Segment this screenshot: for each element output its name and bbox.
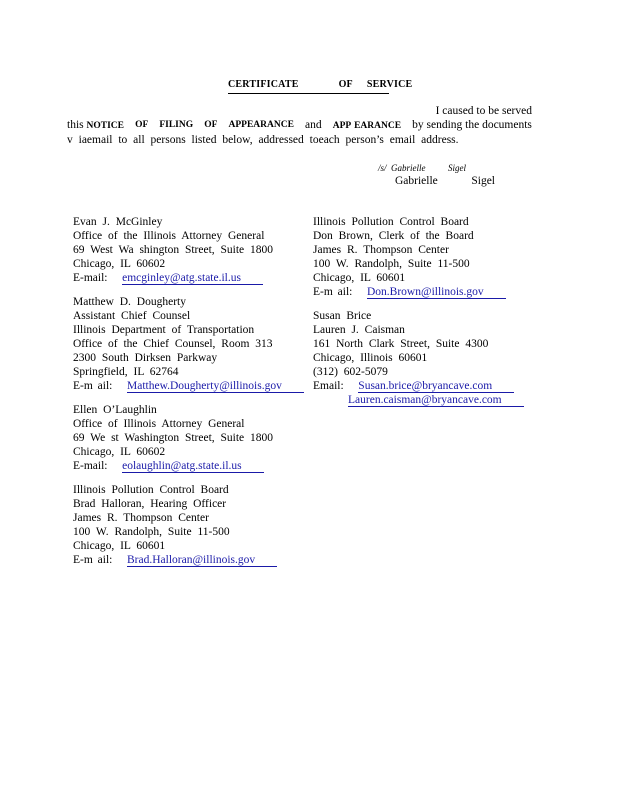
statement-of-2: OF bbox=[204, 120, 218, 130]
statement-and: and bbox=[305, 119, 322, 131]
email-link[interactable]: Matthew.Dougherty@illinois.gov bbox=[127, 380, 304, 393]
address-line: (312) 602-5079 bbox=[313, 366, 388, 378]
address-line: Chicago, Illinois 60601 bbox=[313, 352, 428, 364]
email-label: E-mail: bbox=[73, 272, 108, 284]
title-word-service: SERVICE bbox=[366, 79, 413, 90]
statement-line-1: I caused to be served bbox=[435, 105, 532, 117]
statement-filing: FILING bbox=[159, 120, 194, 130]
address-line: 100 W. Randolph, Suite 11-500 bbox=[313, 258, 470, 270]
recipient-block bbox=[313, 309, 513, 407]
email-line-secondary bbox=[313, 393, 513, 407]
signatory-name bbox=[395, 174, 495, 188]
address-line: Brad Halloran, Hearing Officer bbox=[73, 498, 227, 510]
email-link[interactable]: Don.Brown@illinois.gov bbox=[367, 286, 506, 299]
email-link[interactable]: Brad.Halloran@illinois.gov bbox=[127, 554, 277, 567]
signatory-first: Gabrielle bbox=[395, 175, 438, 187]
address-line: 100 W. Randolph, Suite 11-500 bbox=[73, 526, 230, 538]
address-line: 2300 South Dirksen Parkway bbox=[73, 352, 218, 364]
email-link[interactable]: emcginley@atg.state.il.us bbox=[122, 272, 263, 285]
signatory-last: Sigel bbox=[471, 175, 495, 187]
email-link[interactable]: Susan.brice@bryancave.com bbox=[358, 380, 514, 393]
address-line: Assistant Chief Counsel bbox=[73, 310, 191, 322]
recipient-block bbox=[73, 215, 288, 285]
statement-line-2 bbox=[67, 118, 532, 133]
email-line bbox=[313, 379, 513, 393]
statement-earance: EARANCE bbox=[354, 121, 402, 131]
email-line bbox=[73, 459, 288, 473]
signature-slash: /s/ bbox=[378, 163, 387, 173]
address-line: Lauren J. Caisman bbox=[313, 324, 405, 336]
address-line: Springfield, IL 62764 bbox=[73, 366, 179, 378]
statement-app: APP bbox=[332, 121, 352, 131]
service-list-right bbox=[313, 215, 513, 417]
email-line bbox=[73, 553, 288, 567]
address-line: Office of the Chief Counsel, Room 313 bbox=[73, 338, 273, 350]
email-label: E-mail: bbox=[73, 460, 108, 472]
signature-script-first: Gabrielle bbox=[391, 163, 426, 173]
statement-notice: NOTICE bbox=[86, 121, 124, 131]
signature-script-last: Sigel bbox=[448, 163, 467, 173]
statement-appearance: APPEARANCE bbox=[228, 120, 294, 130]
email-line bbox=[73, 379, 288, 393]
statement-line-3: v iaemail to all persons listed below, addressed toeach person’s email address. bbox=[67, 134, 459, 146]
title-word-of: OF bbox=[338, 79, 353, 90]
service-list-left bbox=[73, 215, 288, 577]
recipient-block bbox=[313, 215, 513, 299]
address-line: Evan J. McGinley bbox=[73, 216, 163, 228]
address-line: 161 North Clark Street, Suite 4300 bbox=[313, 338, 489, 350]
address-line: Illinois Pollution Control Board bbox=[73, 484, 229, 496]
statement-lead: this bbox=[67, 119, 84, 131]
statement-tail: by sending the documents bbox=[412, 119, 532, 131]
recipient-block bbox=[73, 403, 288, 473]
email-link[interactable]: Lauren.caisman@bryancave.com bbox=[348, 394, 524, 407]
address-line: Office of Illinois Attorney General bbox=[73, 418, 245, 430]
address-line: Chicago, IL 60601 bbox=[313, 272, 406, 284]
title-word-certificate: CERTIFICATE bbox=[228, 79, 299, 90]
email-line bbox=[73, 271, 288, 285]
address-line: Illinois Department of Transportation bbox=[73, 324, 255, 336]
email-line bbox=[313, 285, 513, 299]
address-line: Susan Brice bbox=[313, 310, 372, 322]
address-line: Ellen O’Laughlin bbox=[73, 404, 157, 416]
address-line: Chicago, IL 60602 bbox=[73, 446, 166, 458]
address-line: 69 West Wa shington Street, Suite 1800 bbox=[73, 244, 274, 256]
address-line: Chicago, IL 60602 bbox=[73, 258, 166, 270]
service-statement bbox=[67, 104, 532, 147]
address-line: Don Brown, Clerk of the Board bbox=[313, 230, 474, 242]
recipient-block bbox=[73, 295, 288, 393]
signature-script bbox=[378, 161, 466, 175]
email-label: Email: bbox=[313, 380, 344, 392]
address-line: James R. Thompson Center bbox=[313, 244, 449, 256]
certificate-title bbox=[228, 78, 413, 94]
address-line: Chicago, IL 60601 bbox=[73, 540, 166, 552]
email-label: E-m ail: bbox=[313, 286, 353, 298]
address-line: James R. Thompson Center bbox=[73, 512, 209, 524]
address-line: Office of the Illinois Attorney General bbox=[73, 230, 265, 242]
email-label: E-m ail: bbox=[73, 380, 113, 392]
statement-of-1: OF bbox=[135, 120, 149, 130]
address-line: 69 We st Washington Street, Suite 1800 bbox=[73, 432, 274, 444]
email-label: E-m ail: bbox=[73, 554, 113, 566]
recipient-block bbox=[73, 483, 288, 567]
address-line: Illinois Pollution Control Board bbox=[313, 216, 469, 228]
address-line: Matthew D. Dougherty bbox=[73, 296, 186, 308]
email-link[interactable]: eolaughlin@atg.state.il.us bbox=[122, 460, 264, 473]
